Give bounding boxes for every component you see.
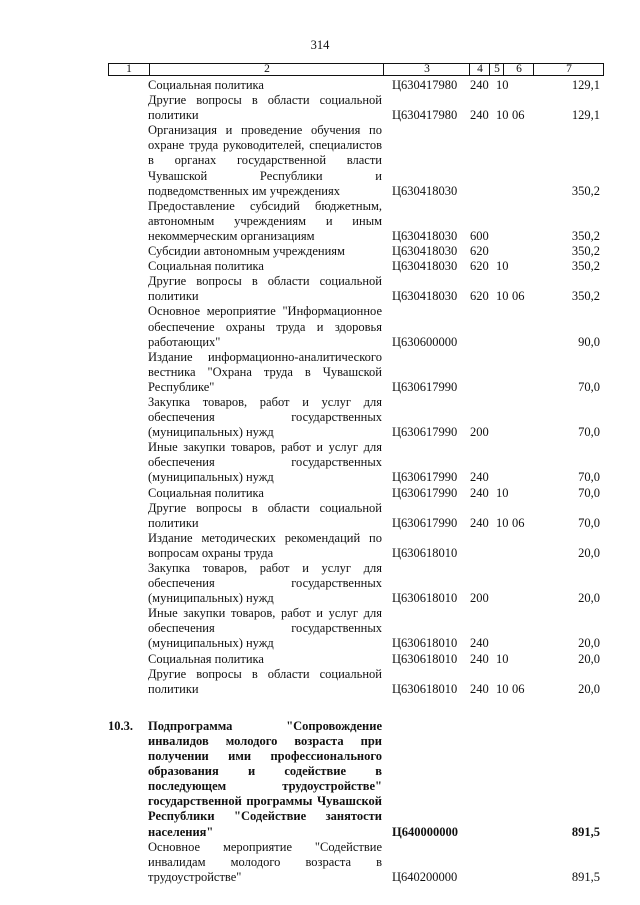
row-code: Ц630617990 [392, 379, 458, 394]
header-col-1: 1 [126, 63, 132, 75]
row-expense-type: 240 [470, 108, 489, 123]
row-sum: 70,0 [578, 379, 600, 394]
row-expense-type: 620 [470, 289, 489, 304]
row-expense-type: 240 [470, 681, 489, 696]
row-name: Издание методических рекомендаций по вопросам охраны труда [148, 530, 382, 560]
row-code: Ц640200000 [392, 869, 458, 884]
row-code: Ц630618010 [392, 636, 458, 651]
row-expense-type: 240 [470, 651, 489, 666]
row-sum: 90,0 [578, 334, 600, 349]
row-number [108, 259, 148, 274]
row-section: 10 [496, 651, 509, 666]
row-number [108, 652, 148, 667]
row-sum: 350,2 [571, 259, 600, 274]
row-name: Иные закупки товаров, работ и услуг для обеспечения государственных (муниципальных) нужд [148, 440, 382, 485]
row-number [108, 606, 148, 651]
row-number [108, 350, 148, 395]
row-code: Ц630418030 [392, 289, 458, 304]
row-sum: 129,1 [571, 78, 600, 92]
header-col-2: 2 [149, 64, 384, 75]
table-row [0, 274, 640, 304]
table-row [0, 199, 640, 244]
table-row [0, 719, 640, 840]
row-expense-type: 240 [470, 636, 489, 651]
row-name: Подпрограмма "Сопровождение инвалидов молодого возраста при получении ими профессионального образования и содействие в последующем трудоустройстве" государственной программы Чувашской Республики "Содействие занятости населения" [148, 718, 382, 839]
table-row [0, 652, 640, 667]
row-name: Основное мероприятие "Содействие инвалидам молодого возраста в трудоустройстве" [148, 839, 382, 884]
row-code: Ц630618010 [392, 651, 458, 666]
row-sum: 70,0 [578, 470, 600, 485]
row-sum: 350,2 [571, 244, 600, 259]
table-row [0, 561, 640, 606]
row-name: Издание информационно-аналитического вестника "Охрана труда в Чувашской Республике" [148, 349, 382, 394]
row-number [108, 274, 148, 304]
row-code: Ц630617990 [392, 485, 458, 500]
row-number [108, 78, 148, 93]
table-row [0, 123, 640, 198]
header-col-4: 4 [469, 64, 490, 75]
row-name: Предоставление субсидий бюджетным, автономным учреждениям и иным некоммерческим организациям [148, 198, 382, 243]
row-code: Ц630418030 [392, 244, 458, 259]
header-col-3: 3 [383, 64, 470, 75]
row-subsection: 06 [512, 108, 525, 123]
row-sum: 70,0 [578, 515, 600, 530]
row-subsection: 06 [512, 515, 525, 530]
row-expense-type: 200 [470, 591, 489, 606]
table-row [0, 501, 640, 531]
row-number [108, 304, 148, 349]
row-sum: 20,0 [578, 681, 600, 696]
row-code: Ц630617990 [392, 515, 458, 530]
row-code: Ц640000000 [392, 824, 458, 839]
row-name: Закупка товаров, работ и услуг для обеспечения государственных (муниципальных) нужд [148, 561, 382, 606]
row-number [108, 561, 148, 606]
table-row [0, 304, 640, 349]
row-code: Ц630418030 [392, 259, 458, 274]
row-name: Закупка товаров, работ и услуг для обеспечения государственных (муниципальных) нужд [148, 394, 382, 440]
row-section: 10 [496, 289, 509, 304]
row-expense-type: 620 [470, 259, 489, 274]
row-code: Ц630600000 [392, 334, 458, 349]
row-sum: 20,0 [578, 545, 600, 560]
header-col-6: 6 [503, 64, 534, 75]
row-number [108, 199, 148, 244]
row-number [108, 395, 148, 440]
header-col-7: 7 [533, 64, 604, 75]
row-code: Ц630617990 [392, 470, 458, 485]
row-number [108, 486, 148, 501]
row-name: Иные закупки товаров, работ и услуг для обеспечения государственных (муниципальных) нужд [148, 606, 382, 651]
row-section: 10 [496, 515, 509, 530]
row-code: Ц630618010 [392, 591, 458, 606]
row-number [108, 667, 148, 697]
row-section: 10 [496, 108, 509, 123]
row-code: Ц630618010 [392, 545, 458, 560]
row-number [108, 440, 148, 485]
row-name: Другие вопросы в области социальной политики [148, 500, 382, 530]
row-expense-type: 240 [470, 470, 489, 485]
row-name: Другие вопросы в области социальной политики [148, 666, 382, 696]
row-sum: 350,2 [571, 228, 600, 243]
row-code: Ц630617990 [392, 425, 458, 440]
row-sum: 350,2 [571, 289, 600, 304]
table-header [108, 63, 604, 76]
header-col-5: 5 [489, 64, 504, 75]
row-expense-type: 240 [470, 515, 489, 530]
row-number [108, 501, 148, 531]
row-code: Ц630417980 [392, 78, 458, 92]
table-row [0, 606, 640, 651]
row-code: Ц630417980 [392, 108, 458, 123]
table-row [0, 440, 640, 485]
table-row [0, 244, 640, 259]
row-name: Социальная политика [148, 485, 264, 500]
row-section: 10 [496, 681, 509, 696]
row-subsection: 06 [512, 681, 525, 696]
row-name: Основное мероприятие "Информационное обеспечение охраны труда и здоровья работающих" [148, 304, 382, 349]
row-expense-type: 240 [470, 485, 489, 500]
table-row [0, 667, 640, 697]
row-code: Ц630418030 [392, 228, 458, 243]
row-subsection: 06 [512, 289, 525, 304]
row-expense-type: 200 [470, 425, 489, 440]
row-sum: 70,0 [578, 425, 600, 440]
row-name: Социальная политика [148, 78, 264, 92]
row-sum: 891,5 [571, 869, 600, 884]
table-row [0, 486, 640, 501]
row-number [108, 531, 148, 561]
table-body [0, 78, 640, 885]
row-expense-type: 240 [470, 78, 489, 92]
row-number [108, 93, 148, 123]
row-name: Социальная политика [148, 651, 264, 666]
row-number [108, 840, 148, 885]
table-row [0, 395, 640, 440]
row-sum: 20,0 [578, 651, 600, 666]
row-number [108, 244, 148, 259]
row-sum: 129,1 [571, 108, 600, 123]
table-row [0, 259, 640, 274]
row-sum: 70,0 [578, 485, 600, 500]
row-sum: 891,5 [571, 824, 600, 839]
row-section: 10 [496, 259, 509, 274]
row-name: Другие вопросы в области социальной политики [148, 93, 382, 123]
row-expense-type: 620 [470, 244, 489, 259]
table-row [0, 93, 640, 123]
row-number [108, 123, 148, 198]
row-name: Другие вопросы в области социальной политики [148, 274, 382, 304]
row-name: Субсидии автономным учреждениям [148, 244, 345, 259]
row-name: Организация и проведение обучения по охране труда руководителей, специалистов в органах государственной власти Чувашской Республики и подведомственных им учреждениях [148, 123, 382, 198]
row-name: Социальная политика [148, 259, 264, 274]
row-sum: 350,2 [571, 183, 600, 198]
row-section: 10 [496, 485, 509, 500]
row-code: Ц630418030 [392, 183, 458, 198]
row-sum: 20,0 [578, 636, 600, 651]
row-sum: 20,0 [578, 591, 600, 606]
table-row [0, 350, 640, 395]
row-section: 10 [496, 78, 509, 92]
row-number: 10.3. [108, 718, 133, 733]
table-row [0, 78, 640, 93]
table-row [0, 531, 640, 561]
row-code: Ц630618010 [392, 681, 458, 696]
page-number: 314 [310, 38, 330, 52]
row-expense-type: 600 [470, 228, 489, 243]
table-row [0, 840, 640, 885]
